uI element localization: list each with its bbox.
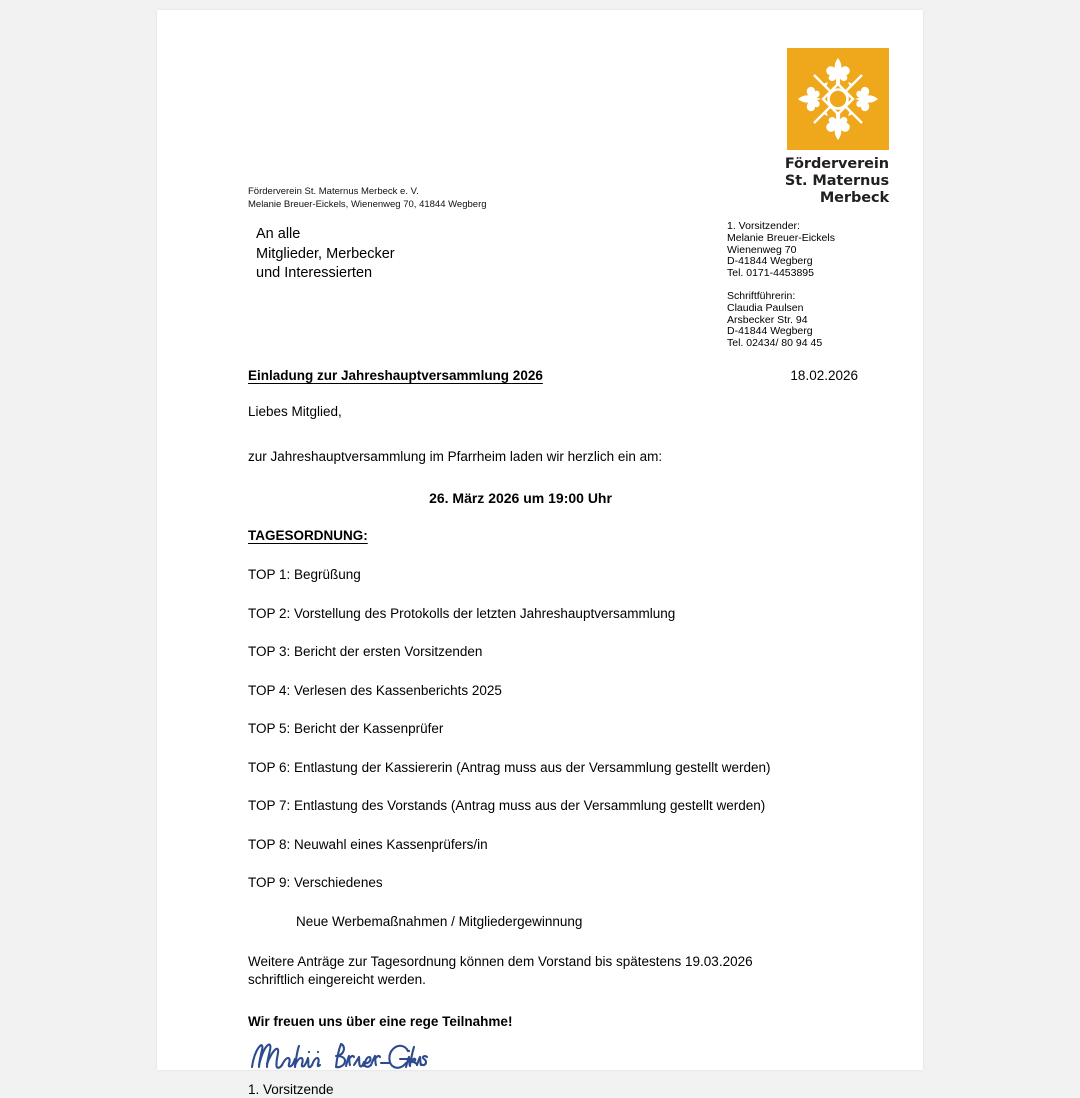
agenda-item: TOP 7: Entlastung des Vorstands (Antrag muss aus der Versammlung gestellt werden) (248, 798, 766, 813)
agenda-item: TOP 8: Neuwahl eines Kassenprüfers/in (248, 836, 488, 852)
contact-name: Claudia Paulsen (727, 301, 804, 314)
signature-role: 1. Vorsitzende (248, 1081, 334, 1097)
logo-wordmark-line-3: Merbeck (819, 190, 889, 206)
handwritten-signature (248, 1037, 868, 1079)
agenda-heading: TAGESORDNUNG: (248, 528, 368, 543)
sender-address: Melanie Breuer-Eickels, Wienenweg 70, 41844 Wegberg (248, 198, 487, 210)
addressee-line-3: und Interessierten (256, 265, 373, 281)
agenda-item: TOP 5: Bericht der Kassenprüfer (248, 721, 444, 736)
contact-block (727, 221, 917, 350)
contact-role-label: Schriftführerin: (727, 289, 796, 302)
closing-call-to-action: Wir freuen uns über eine rege Teilnahme! (248, 1013, 513, 1029)
agenda-item: TOP 1: Begrüßung (248, 567, 361, 582)
subject-row (248, 368, 858, 383)
letter-date: 18.02.2026 (790, 368, 858, 383)
agenda-item: TOP 3: Bericht der ersten Vorsitzenden (248, 644, 483, 659)
contact-role-label: 1. Vorsitzender: (727, 220, 800, 232)
addressee-line-2: Mitglieder, Merbecker (256, 245, 395, 262)
contact-street: Wienenweg 70 (727, 243, 797, 256)
agenda-heading-wrap (248, 528, 868, 566)
salutation: Liebes Mitglied, (248, 404, 342, 419)
letter-body (248, 403, 868, 1098)
agenda-item: TOP 9: Verschiedenes (248, 875, 383, 890)
contact-phone: Tel. 0171-4453895 (727, 267, 814, 280)
addressee-block (256, 225, 395, 284)
sender-org: Förderverein St. Maternus Merbeck e. V. (248, 186, 419, 197)
intro-paragraph: zur Jahreshauptversammlung im Pfarrheim laden wir herzlich ein am: (248, 449, 663, 464)
event-datetime: 26. März 2026 um 19:00 Uhr (429, 490, 612, 506)
agenda-item: TOP 6: Entlastung der Kassiererin (Antrag muss aus der Versammlung gestellt werden) (248, 759, 771, 775)
agenda-subnote: Neue Werbemaßnahmen / Mitgliedergewinnung (296, 913, 583, 929)
logo-wordmark (720, 156, 889, 207)
sender-return-address (248, 186, 487, 211)
contact-group-secretary (727, 291, 917, 350)
agenda-item: TOP 2: Vorstellung des Protokolls der letzten Jahreshauptversammlung (248, 605, 676, 621)
agenda-list (248, 566, 868, 891)
contact-phone: Tel. 02434/ 80 94 45 (727, 337, 823, 350)
closing-note: Weitere Anträge zur Tagesordnung können dem Vorstand bis spätestens 19.03.2026 schriftlich eingereicht werden. (248, 953, 753, 987)
letter-paper (157, 10, 923, 1097)
contact-city: D-41844 Wegberg (727, 255, 813, 268)
contact-group-chairperson (727, 221, 917, 280)
subject-title: Einladung zur Jahreshauptversammlung 2026 (248, 368, 543, 383)
logo-wordmark-line-1: Förderverein (784, 156, 889, 172)
logo-wordmark-line-2: St. Maternus (784, 173, 889, 189)
agenda-item: TOP 4: Verlesen des Kassenberichts 2025 (248, 682, 502, 698)
contact-name: Melanie Breuer-Eickels (727, 231, 835, 244)
letterhead (720, 48, 890, 207)
contact-street: Arsbecker Str. 94 (727, 313, 808, 326)
contact-city: D-41844 Wegberg (727, 325, 813, 338)
addressee-line-1: An alle (256, 226, 301, 242)
ornate-cross-logo (787, 48, 889, 150)
